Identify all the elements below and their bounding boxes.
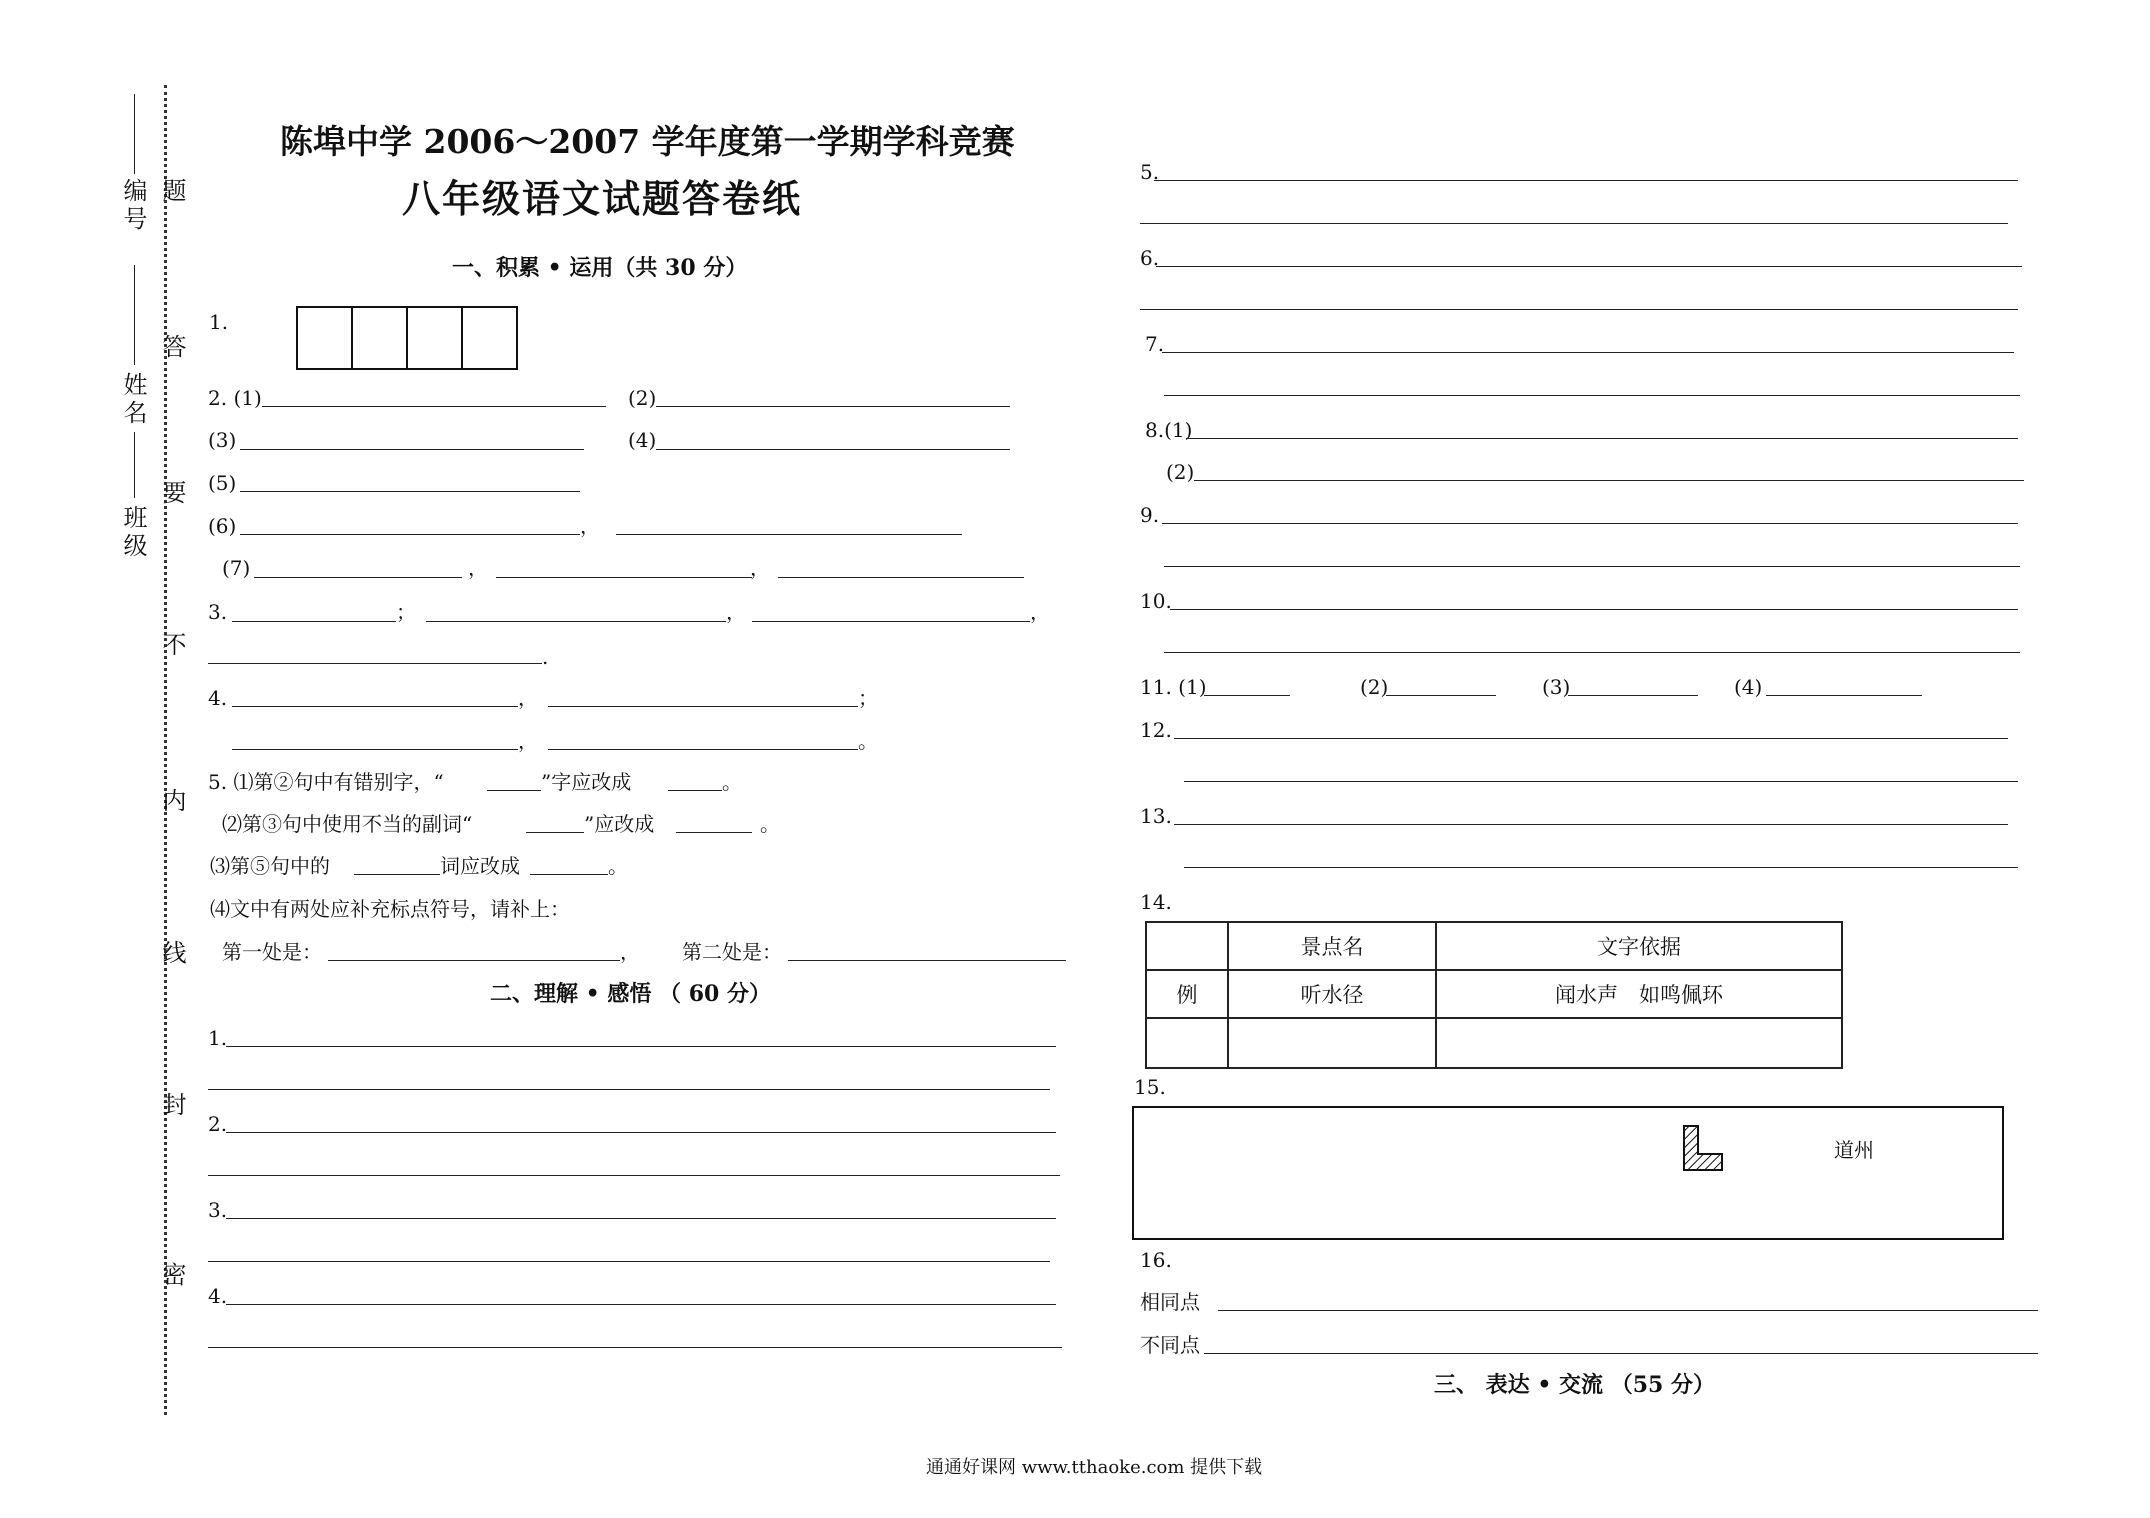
q5-1-text: 。 (722, 770, 742, 794)
table-cell (1146, 922, 1228, 970)
answer-line[interactable] (1170, 609, 2018, 610)
answer-line[interactable] (328, 960, 620, 961)
table-header: 文字依据 (1436, 922, 1842, 970)
answer-line[interactable] (208, 1089, 1050, 1090)
answer-line[interactable] (616, 534, 962, 535)
answer-line[interactable] (1164, 395, 2020, 396)
table-cell[interactable] (1436, 1018, 1842, 1068)
q2-4-label: (4) (628, 428, 657, 452)
answer-line[interactable] (254, 577, 462, 578)
q2-5-label: (5) (208, 471, 237, 495)
answer-line[interactable] (226, 1304, 1056, 1305)
diff-label: 不同点 (1140, 1333, 1200, 1357)
char-box[interactable] (351, 306, 408, 370)
answer-line[interactable] (208, 663, 542, 664)
q9-label: 9. (1140, 503, 1160, 527)
answer-line[interactable] (1766, 695, 1922, 696)
q5-2-text: 。 (760, 812, 780, 836)
comma: ， (620, 940, 640, 964)
answer-line[interactable] (1174, 824, 2008, 825)
answer-line[interactable] (426, 621, 726, 622)
table-cell: 听水径 (1228, 970, 1436, 1018)
table-cell[interactable] (1146, 1018, 1228, 1068)
answer-line[interactable] (1204, 1353, 2038, 1354)
answer-line[interactable] (1386, 695, 1496, 696)
seal-char: 线 (158, 940, 186, 968)
answer-line[interactable] (1162, 352, 2014, 353)
s2-q4-label: 4. (208, 1284, 228, 1308)
q13-label: 13. (1140, 804, 1172, 828)
table-cell: 例 (1146, 970, 1228, 1018)
q5-4-text: ⑷文中有两处应补充标点符号，请补上： (210, 897, 570, 921)
footer-credit: 通通好课网 www.tthaoke.com 提供下载 (926, 1457, 1263, 1478)
answer-line[interactable] (208, 1347, 1062, 1348)
table-row (1146, 1018, 1842, 1068)
answer-line[interactable] (1174, 738, 2008, 739)
comma: ， (518, 729, 538, 753)
q4-label: 4. (208, 686, 228, 710)
answer-line[interactable] (1194, 480, 2024, 481)
period: 。 (858, 729, 878, 753)
semicolon: ； (396, 600, 416, 624)
answer-line[interactable] (778, 577, 1024, 578)
q2-2-label: (2) (628, 386, 657, 410)
char-box[interactable] (406, 306, 463, 370)
q12-label: 12. (1140, 718, 1172, 742)
seal-char: 内 (158, 788, 186, 816)
period: . (542, 645, 549, 669)
table-cell[interactable] (1228, 1018, 1436, 1068)
answer-line[interactable] (656, 406, 1010, 407)
table-cell: 闻水声 如鸣佩环 (1436, 970, 1842, 1018)
q14-table (1145, 921, 1843, 1069)
map-marker-icon (1682, 1124, 1726, 1174)
answer-line[interactable] (232, 749, 518, 750)
q3-label: 3. (208, 600, 228, 624)
answer-line[interactable] (354, 874, 440, 875)
comma: ， (1030, 600, 1050, 624)
answer-line[interactable] (788, 960, 1066, 961)
seal-char: 题 (158, 178, 186, 206)
answer-line[interactable] (1140, 223, 2008, 224)
q16-label: 16. (1140, 1248, 1172, 1272)
answer-line[interactable] (1162, 523, 2018, 524)
answer-line[interactable] (1184, 867, 2018, 868)
q8-2-label: (2) (1166, 460, 1195, 484)
q5-2-text: ⑵第③句中使用不当的副词“ (222, 812, 473, 836)
q2-1-label: 2. (1) (208, 386, 262, 410)
answer-line[interactable] (668, 790, 722, 791)
answer-line[interactable] (526, 832, 584, 833)
answer-line[interactable] (656, 449, 1010, 450)
answer-line[interactable] (1204, 695, 1290, 696)
answer-line[interactable] (1218, 1310, 2038, 1311)
answer-line[interactable] (548, 706, 858, 707)
answer-line[interactable] (487, 790, 541, 791)
answer-line[interactable] (676, 832, 752, 833)
answer-line[interactable] (1184, 781, 2018, 782)
answer-line[interactable] (1568, 695, 1698, 696)
first-place-label: 第一处是： (222, 940, 322, 964)
answer-line[interactable] (226, 1046, 1056, 1047)
name-label: 姓名 (119, 372, 147, 428)
q15-map-box[interactable] (1132, 1106, 2004, 1240)
exam-title: 陈埠中学 2006～2007 学年度第一学期学科竞赛 (280, 122, 1015, 161)
section2-heading: 二、理解 • 感悟 （ 60 分） (490, 981, 771, 1007)
q5-3-text: ⑶第⑤句中的 (210, 854, 330, 878)
q7-label: 7. (1145, 332, 1165, 356)
q11-4-label: (4) (1734, 675, 1763, 699)
seal-char: 要 (158, 480, 186, 508)
q5-1-text: ”字应改成 (541, 770, 632, 794)
comma: ， (726, 600, 746, 624)
answer-line[interactable] (240, 534, 580, 535)
semicolon: ； (858, 686, 878, 710)
table-header-row (1146, 922, 1842, 970)
name-blank[interactable] (134, 265, 135, 365)
answer-line[interactable] (226, 1132, 1056, 1133)
seal-char: 不 (158, 632, 186, 660)
q5-3-text: 词应改成 (440, 854, 520, 878)
same-label: 相同点 (1140, 1290, 1200, 1314)
answer-line[interactable] (1164, 566, 2020, 567)
second-place-label: 第二处是： (682, 940, 782, 964)
id-blank[interactable] (134, 94, 135, 174)
q5-1-text: 5. ⑴第②句中有错别字，“ (208, 770, 444, 794)
q1-label: 1. (209, 310, 229, 334)
answer-line[interactable] (1186, 438, 2018, 439)
id-label: 编号 (119, 178, 147, 234)
char-box[interactable] (296, 306, 353, 370)
q2-6-label: (6) (208, 514, 237, 538)
q2-7-label: (7) (222, 556, 251, 580)
section3-heading: 三、 表达 • 交流 （55 分） (1434, 1372, 1715, 1398)
q11-1-label: 11. (1) (1140, 675, 1207, 699)
q11-3-label: (3) (1542, 675, 1571, 699)
q8-1-label: 8.(1) (1145, 418, 1193, 442)
comma: ， (468, 556, 488, 580)
class-blank[interactable] (134, 432, 135, 498)
q2-3-label: (3) (208, 428, 237, 452)
seal-char: 封 (158, 1092, 186, 1120)
s2-q1-label: 1. (208, 1026, 228, 1050)
answer-line[interactable] (232, 621, 396, 622)
comma: ， (580, 514, 600, 538)
answer-line[interactable] (240, 449, 584, 450)
answer-line[interactable] (1154, 180, 2018, 181)
seal-char: 答 (158, 334, 186, 362)
seal-char: 密 (158, 1262, 186, 1290)
answer-line[interactable] (232, 706, 518, 707)
answer-line[interactable] (548, 749, 858, 750)
answer-line[interactable] (240, 491, 580, 492)
table-header: 景点名 (1228, 922, 1436, 970)
seal-line (164, 85, 167, 1415)
comma: ， (518, 686, 538, 710)
s2-q3-label: 3. (208, 1198, 228, 1222)
answer-line[interactable] (1140, 309, 2018, 310)
answer-line[interactable] (208, 1261, 1050, 1262)
answer-line[interactable] (226, 1218, 1056, 1219)
map-label: 道州 (1834, 1138, 1874, 1162)
q5-2-text: ”应改成 (584, 812, 655, 836)
answer-line[interactable] (530, 874, 608, 875)
char-box[interactable] (461, 306, 518, 370)
q5-label: 5. (1140, 160, 1160, 184)
class-label: 班级 (119, 505, 147, 561)
q6-label: 6. (1140, 246, 1160, 270)
answer-line[interactable] (208, 1175, 1060, 1176)
q14-label: 14. (1140, 890, 1172, 914)
q10-label: 10. (1140, 589, 1172, 613)
section1-heading: 一、积累 • 运用（共 30 分） (452, 255, 748, 281)
answer-line[interactable] (262, 406, 606, 407)
answer-line[interactable] (496, 577, 752, 578)
q11-2-label: (2) (1360, 675, 1389, 699)
answer-line[interactable] (1164, 652, 2020, 653)
answer-line[interactable] (1156, 266, 2022, 267)
table-row (1146, 970, 1842, 1018)
comma: ， (750, 556, 770, 580)
answer-line[interactable] (752, 621, 1030, 622)
sheet-title: 八年级语文试题答卷纸 (402, 176, 803, 221)
q5-3-text: 。 (608, 854, 628, 878)
q15-label: 15. (1134, 1075, 1166, 1099)
s2-q2-label: 2. (208, 1112, 228, 1136)
